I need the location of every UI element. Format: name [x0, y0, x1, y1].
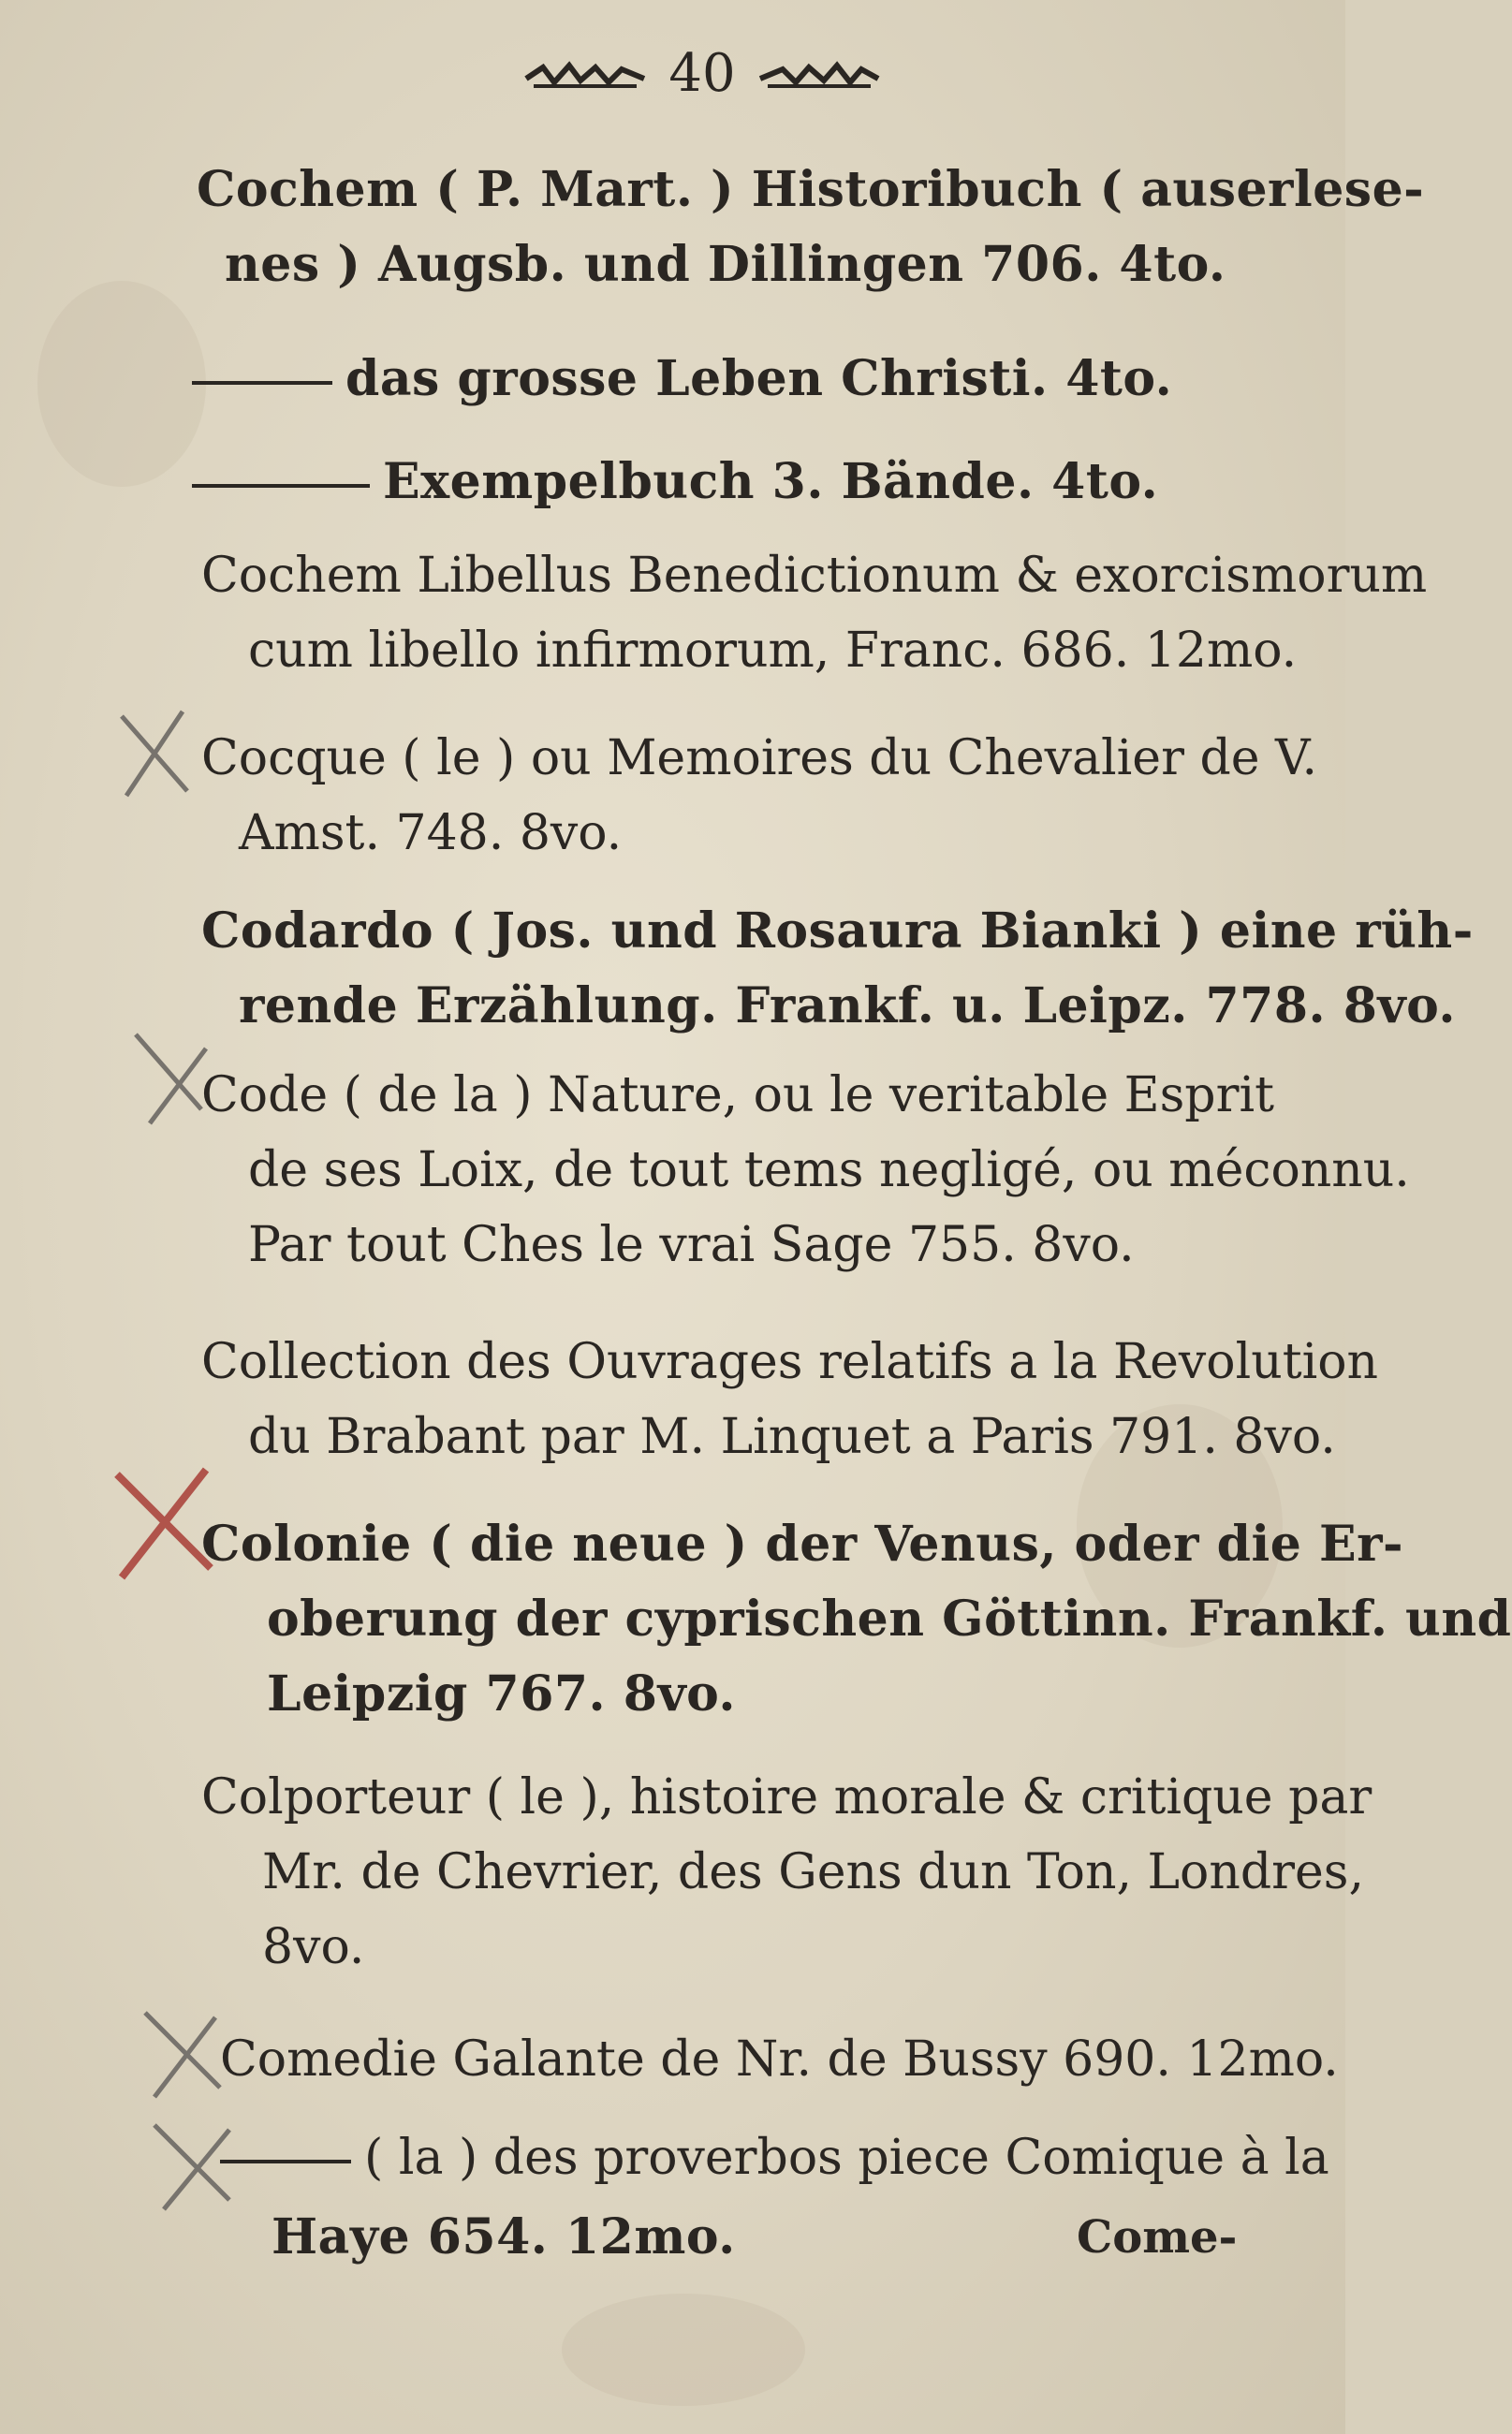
entry-line: Cochem Libellus Benedictionum & exorcismorum: [201, 548, 1428, 604]
entry-line: du Brabant par M. Linquet a Paris 791. 8vo.: [248, 1409, 1336, 1465]
entry-line: [220, 2125, 1329, 2191]
page-header: [524, 37, 880, 112]
paper-stain: [37, 281, 206, 487]
entry-line: Codardo ( Jos. und Rosaura Bianki ) eine rüh-: [201, 902, 1474, 960]
entry-text: ( la ) des proverbos piece Comique à la: [364, 2130, 1329, 2186]
entry-line: Leipzig 767. 8vo.: [267, 1665, 737, 1723]
entry-line: Mr. de Chevrier, des Gens dun Ton, Londres,: [262, 1844, 1364, 1900]
ornament-left-icon: [524, 58, 646, 92]
catchword: Come-: [1077, 2211, 1238, 2264]
entry-line: rende Erzählung. Frankf. u. Leipz. 778. 8vo.: [239, 977, 1457, 1034]
entry-line: [192, 346, 1172, 412]
entry-line: nes ) Augsb. und Dillingen 706. 4to.: [225, 236, 1226, 293]
entry-line: 8vo.: [262, 1919, 365, 1975]
entry-line: Par tout Ches le vrai Sage 755. 8vo.: [248, 1217, 1135, 1273]
entry-line: Code ( de la ) Nature, ou le veritable Esprit: [201, 1067, 1274, 1123]
entry-line: cum libello infirmorum, Franc. 686. 12mo.: [248, 623, 1298, 679]
entry-line: Haye 654. 12mo.: [272, 2208, 736, 2265]
entry-text: Exempelbuch 3. Bände. 4to.: [383, 453, 1159, 510]
pencil-cross-mark-icon: [140, 2111, 243, 2214]
entry-line: oberung der cyprischen Göttinn. Frankf. und: [267, 1591, 1512, 1648]
paper-stain: [562, 2294, 805, 2406]
entry-line: Cocque ( le ) ou Memoires du Chevalier de V.: [201, 730, 1318, 786]
pencil-cross-mark-icon: [103, 702, 206, 805]
page-number: 40: [668, 43, 736, 104]
pencil-cross-mark-icon: [131, 2003, 234, 2106]
entry-line: Cochem ( P. Mart. ) Historibuch ( auserlese-: [197, 161, 1425, 218]
entry-line: Collection des Ouvrages relatifs a la Revolution: [201, 1334, 1379, 1390]
entry-line: Colporteur ( le ), histoire morale & critique par: [201, 1769, 1373, 1826]
ornament-right-icon: [758, 58, 880, 92]
ditto-dash: [192, 484, 370, 488]
entry-line: Colonie ( die neue ) der Venus, oder die Er-: [201, 1516, 1404, 1573]
ditto-dash: [192, 381, 332, 385]
red-cross-mark-icon: [103, 1460, 225, 1582]
entry-line: Comedie Galante de Nr. de Bussy 690. 12mo.: [220, 2031, 1339, 2088]
entry-line: de ses Loix, de tout tems negligé, ou méconnu.: [248, 1142, 1410, 1198]
entry-line: [192, 449, 1158, 515]
entry-line: Amst. 748. 8vo.: [239, 805, 623, 861]
entry-text: das grosse Leben Christi. 4to.: [345, 350, 1173, 407]
pencil-cross-mark-icon: [122, 1025, 225, 1128]
